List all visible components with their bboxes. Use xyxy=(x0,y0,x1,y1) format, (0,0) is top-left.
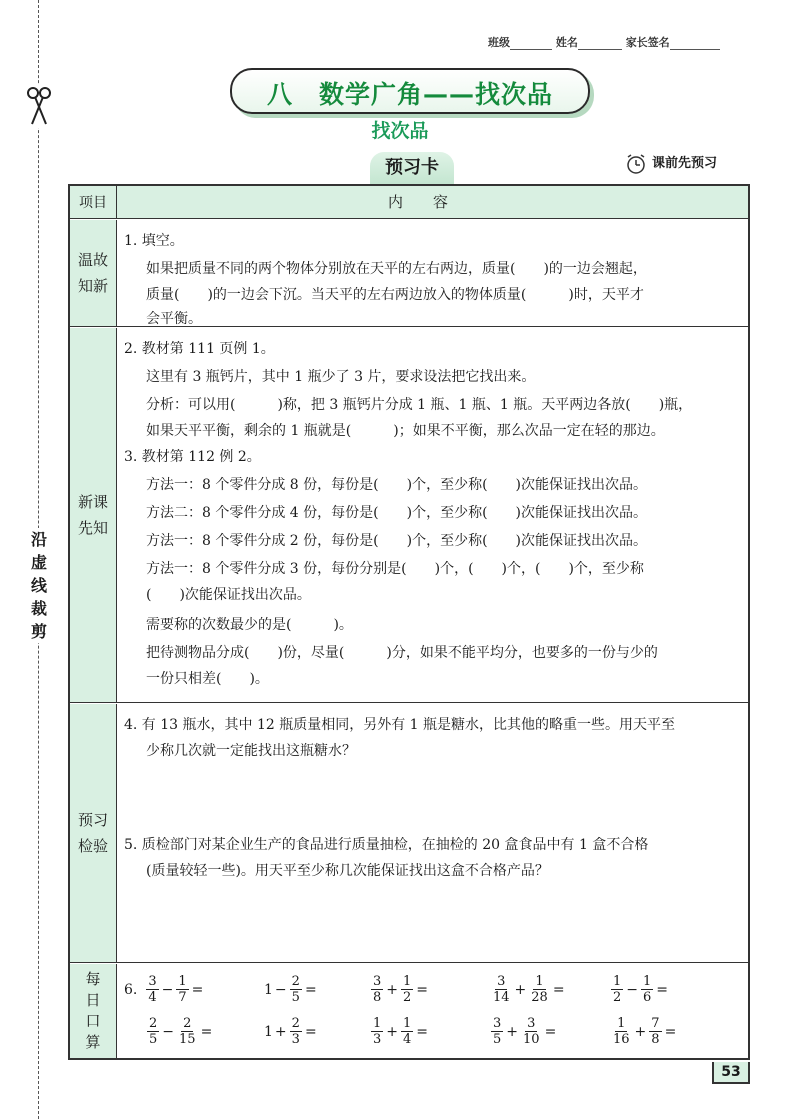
card-title-tab: 预习卡 xyxy=(370,152,454,184)
q3-method: 方法一：8 个零件分成 3 份，每份分别是( )个，( )个，( )个，至少称 xyxy=(146,561,644,577)
class-blank[interactable] xyxy=(510,37,552,50)
header-item: 项目 xyxy=(70,186,117,218)
lesson-subtitle: 找次品 xyxy=(371,120,429,142)
math-expression: $\frac{2}{5}$ − $\frac{2}{15}$ = xyxy=(149,1016,213,1047)
section-label: 预习检验 xyxy=(77,811,108,855)
name-label: 姓名 xyxy=(555,36,578,49)
cut-instruction: 沿虚线裁剪 xyxy=(28,528,50,643)
section-label: 温故知新 xyxy=(77,251,108,295)
parent-signature-label: 家长签名 xyxy=(625,36,670,49)
math-expression: $\frac{3}{5}$ + $\frac{3}{10}$ = xyxy=(493,1016,557,1047)
chapter-title-banner xyxy=(230,68,590,114)
math-expression: 1 + $\frac{2}{3}$ = xyxy=(264,1016,317,1047)
q2-line: 这里有 3 瓶钙片，其中 1 瓶少了 3 片，要求设法把它找出来。 xyxy=(146,369,536,385)
q3-method: 方法一：8 个零件分成 2 份，每份是( )个，至少称( )次能保证找出次品。 xyxy=(146,533,648,549)
section-daily-mental-math xyxy=(70,964,748,1058)
table-header-row xyxy=(70,186,748,219)
name-blank[interactable] xyxy=(578,37,622,50)
section-preview-check xyxy=(70,704,748,963)
parent-signature-blank[interactable] xyxy=(670,37,720,50)
preview-table xyxy=(68,184,750,1060)
q1-line: 如果把质量不同的两个物体分别放在天平的左右两边，质量( )的一边会翘起， xyxy=(146,261,647,277)
q2-line: 分析：可以用( )称，把 3 瓶钙片分成 1 瓶、1 瓶、1 瓶。天平两边各放( )瓶， xyxy=(146,397,693,413)
q3-method: 方法一：8 个零件分成 8 份，每份是( )个，至少称( )次能保证找出次品。 xyxy=(146,477,648,493)
q3-rule: 把待测物品分成( )份，尽量( )分，如果不能平均分，也要多的一份与少的 xyxy=(146,645,658,661)
q1-line: 质量( )的一边会下沉。当天平的左右两边放入的物体质量( )时，天平才 xyxy=(146,287,644,303)
q4-line: 4. 有 13 瓶水，其中 12 瓶质量相同，另外有 1 瓶是糖水，比其他的略重一些。用天平至 xyxy=(124,717,676,733)
math-expression: 6. $\frac{3}{4}$ − $\frac{1}{7}$ = xyxy=(124,974,204,1005)
q1-line: 会平衡。 xyxy=(146,311,202,327)
section-label: 新课先知 xyxy=(77,493,108,537)
q2-line: 如果天平平衡，剩余的 1 瓶就是( )；如果不平衡，那么次品一定在轻的那边。 xyxy=(146,423,665,439)
math-expression: $\frac{1}{3}$ + $\frac{1}{4}$ = xyxy=(373,1016,429,1047)
chapter-title: 八 数学广角——找次品 xyxy=(266,80,553,109)
section-label: 每日口算 xyxy=(85,970,101,1051)
math-expression: $\frac{3}{14}$ + $\frac{1}{28}$ = xyxy=(493,974,565,1005)
math-expression: $\frac{1}{2}$ − $\frac{1}{6}$ = xyxy=(613,974,669,1005)
math-expression: 1 − $\frac{2}{5}$ = xyxy=(264,974,317,1005)
q3-least: 需要称的次数最少的是( )。 xyxy=(146,617,353,633)
q5-line: (质量较轻一些)。用天平至少称几次能保证找出这盒不合格产品？ xyxy=(146,863,549,879)
q5-line: 5. 质检部门对某企业生产的食品进行质量抽检，在抽检的 20 盒食品中有 1 盒不合格 xyxy=(124,837,649,853)
q3-title: 3. 教材第 112 例 2。 xyxy=(124,449,261,465)
q3-method: ( )次能保证找出次品。 xyxy=(146,587,311,603)
math-expression: $\frac{1}{16}$ + $\frac{7}{8}$ = xyxy=(613,1016,677,1047)
student-info-header xyxy=(488,34,720,50)
class-label: 班级 xyxy=(488,36,510,49)
q2-title: 2. 教材第 111 页例 1。 xyxy=(124,341,275,357)
section-new-lesson xyxy=(70,328,748,703)
preview-label: 课前先预习 xyxy=(652,156,718,171)
q3-rule: 一份只相差( )。 xyxy=(146,671,269,687)
q3-method: 方法二：8 个零件分成 4 份，每份是( )个，至少称( )次能保证找出次品。 xyxy=(146,505,648,521)
page-number: 53 xyxy=(712,1062,750,1084)
q1-title: 1. 填空。 xyxy=(124,233,184,249)
preview-tag xyxy=(624,152,717,174)
section-review xyxy=(70,220,748,327)
alarm-clock-icon xyxy=(624,156,652,171)
header-content: 内容 xyxy=(387,193,478,211)
math-expression: $\frac{3}{8}$ + $\frac{1}{2}$ = xyxy=(373,974,429,1005)
q4-line: 少称几次就一定能找出这瓶糖水？ xyxy=(146,743,356,759)
